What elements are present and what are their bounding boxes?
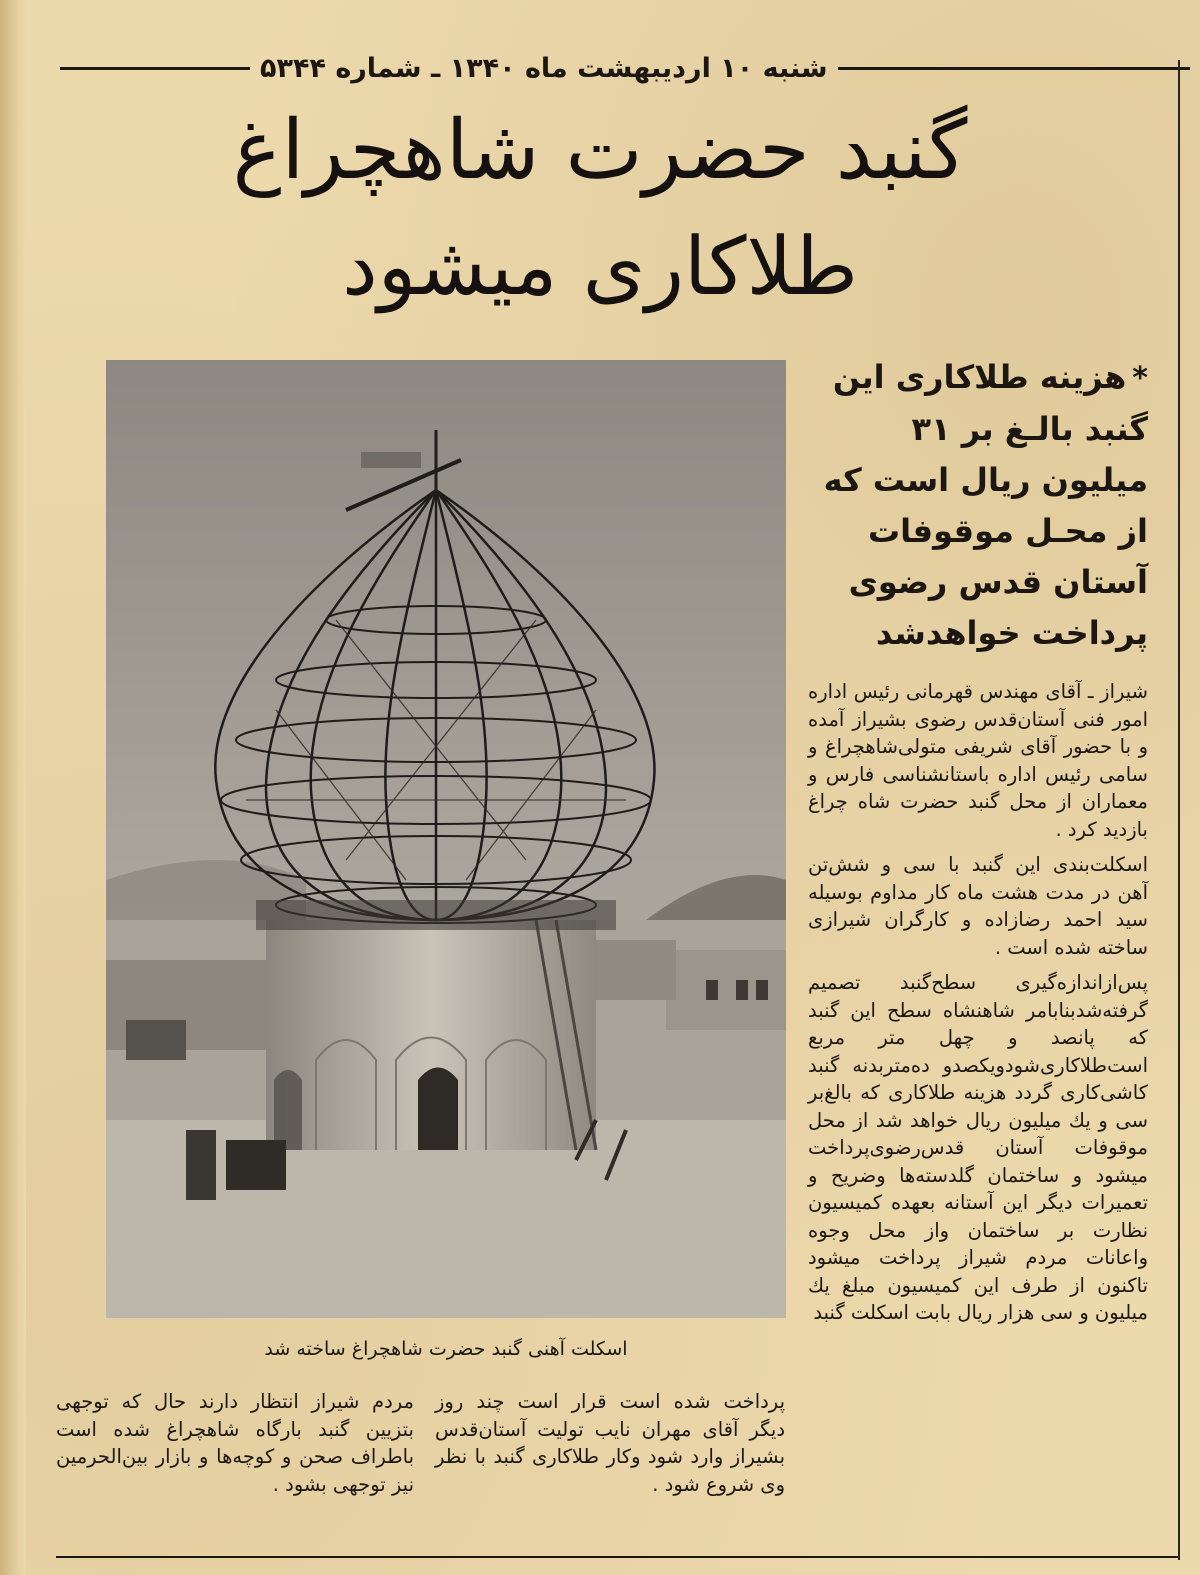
dateline	[60, 40, 1190, 96]
subhead-line-3: میلیون ریال است که	[823, 461, 1148, 499]
article-paragraph-1: شیراز ـ آقای مهندس قهرمانی رئیس اداره امور فنی آستان‌قدس رضوی بشیراز آمده و با حضور آقای شریفی متولی‌شاهچراغ و سامی رئیس اداره باستانشناسی فارس و معماران از محل گنبد حضرت شاه چراغ بازدید کرد .	[808, 680, 1148, 841]
article-body-right-column	[808, 678, 1148, 1335]
subhead-line-6: پرداخت خواهدشد	[875, 614, 1148, 652]
article-paragraph-2: اسکلت‌بندی این گنبد با سی و شش‌تن آهن در مدت هشت ماه کار مداوم بوسیله سید احمد رضازاده و کارگران شیرازی ساخته شده است .	[808, 853, 1148, 959]
subheadline	[808, 352, 1148, 659]
asterisk-icon: *	[1132, 361, 1148, 396]
dateline-text: شنبه ۱۰ اردیبهشت ماه ۱۳۴۰ ـ شماره ۵۳۴۴	[260, 52, 828, 84]
dome-photo	[106, 360, 786, 1318]
article-middle-column: پرداخت شده است قرار است چند روز دیگر آقای مهران نایب تولیت آستان‌قدس بشیراز وارد شود وکار طلاکاری گنبد با نظر وی شروع شود .	[435, 1390, 785, 1496]
column-border-right	[1178, 60, 1180, 1560]
headline-line-1: گنبد حضرت شاهچراغ	[232, 103, 968, 198]
article-paragraph-3: پس‌ازاندازه‌گیری سطح‌گنبد تصمیم گرفته‌شدبنابامر شاهنشاه سطح این گنبد که پانصد و چهل متر مربع است‌طلاکاری‌شودویکصدو ده‌متربدنه گنبد کاشی‌کاری گردد هزینه طلاکاری که بالغ‌بر سی و یك میلیون ریال خواهد شد از محل موقوفات آستان قدس‌رضوی‌پرداخت میشود و ساختمان گلدسته‌ها وضریح و تعمیرات دیگر این آستانه بعهده کمیسیون نظارت بر ساختمان واز محل وجوه واعانات مردم شیراز پرداخت میشود تاکنون از طرف این کمیسیون مبلغ یك میلیون و سی هزار ریال بابت اسکلت گنبد	[808, 971, 1148, 1324]
subhead-line-5: آستان قدس رضوی	[848, 563, 1148, 601]
dateline-rule-right	[838, 67, 1190, 70]
page-fold-shadow	[0, 0, 26, 1575]
headline	[150, 95, 1050, 323]
bottom-rule	[56, 1556, 1178, 1558]
subhead-line-1: *هزینه طلاکاری این	[832, 358, 1148, 396]
headline-line-2: طلاکاری میشود	[342, 220, 858, 313]
subhead-line-2: گنبد بالـغ بر ۳۱	[911, 410, 1148, 448]
subhead-line-4: از محـل موقوفات	[867, 512, 1148, 550]
photo-caption: اسکلت آهنی گنبد حضرت شاهچراغ ساخته شد	[264, 1338, 628, 1360]
article-left-column: مردم شیراز انتظار دارند حال که توجهی بتزیین گنبد بارگاه شاهچراغ شده است باطراف صحن و کوچه‌ها و بازار بین‌الحرمین نیز توجهی بشود .	[56, 1390, 414, 1496]
dateline-rule-left	[60, 67, 250, 70]
dome-scaffold-illustration	[106, 360, 786, 1318]
